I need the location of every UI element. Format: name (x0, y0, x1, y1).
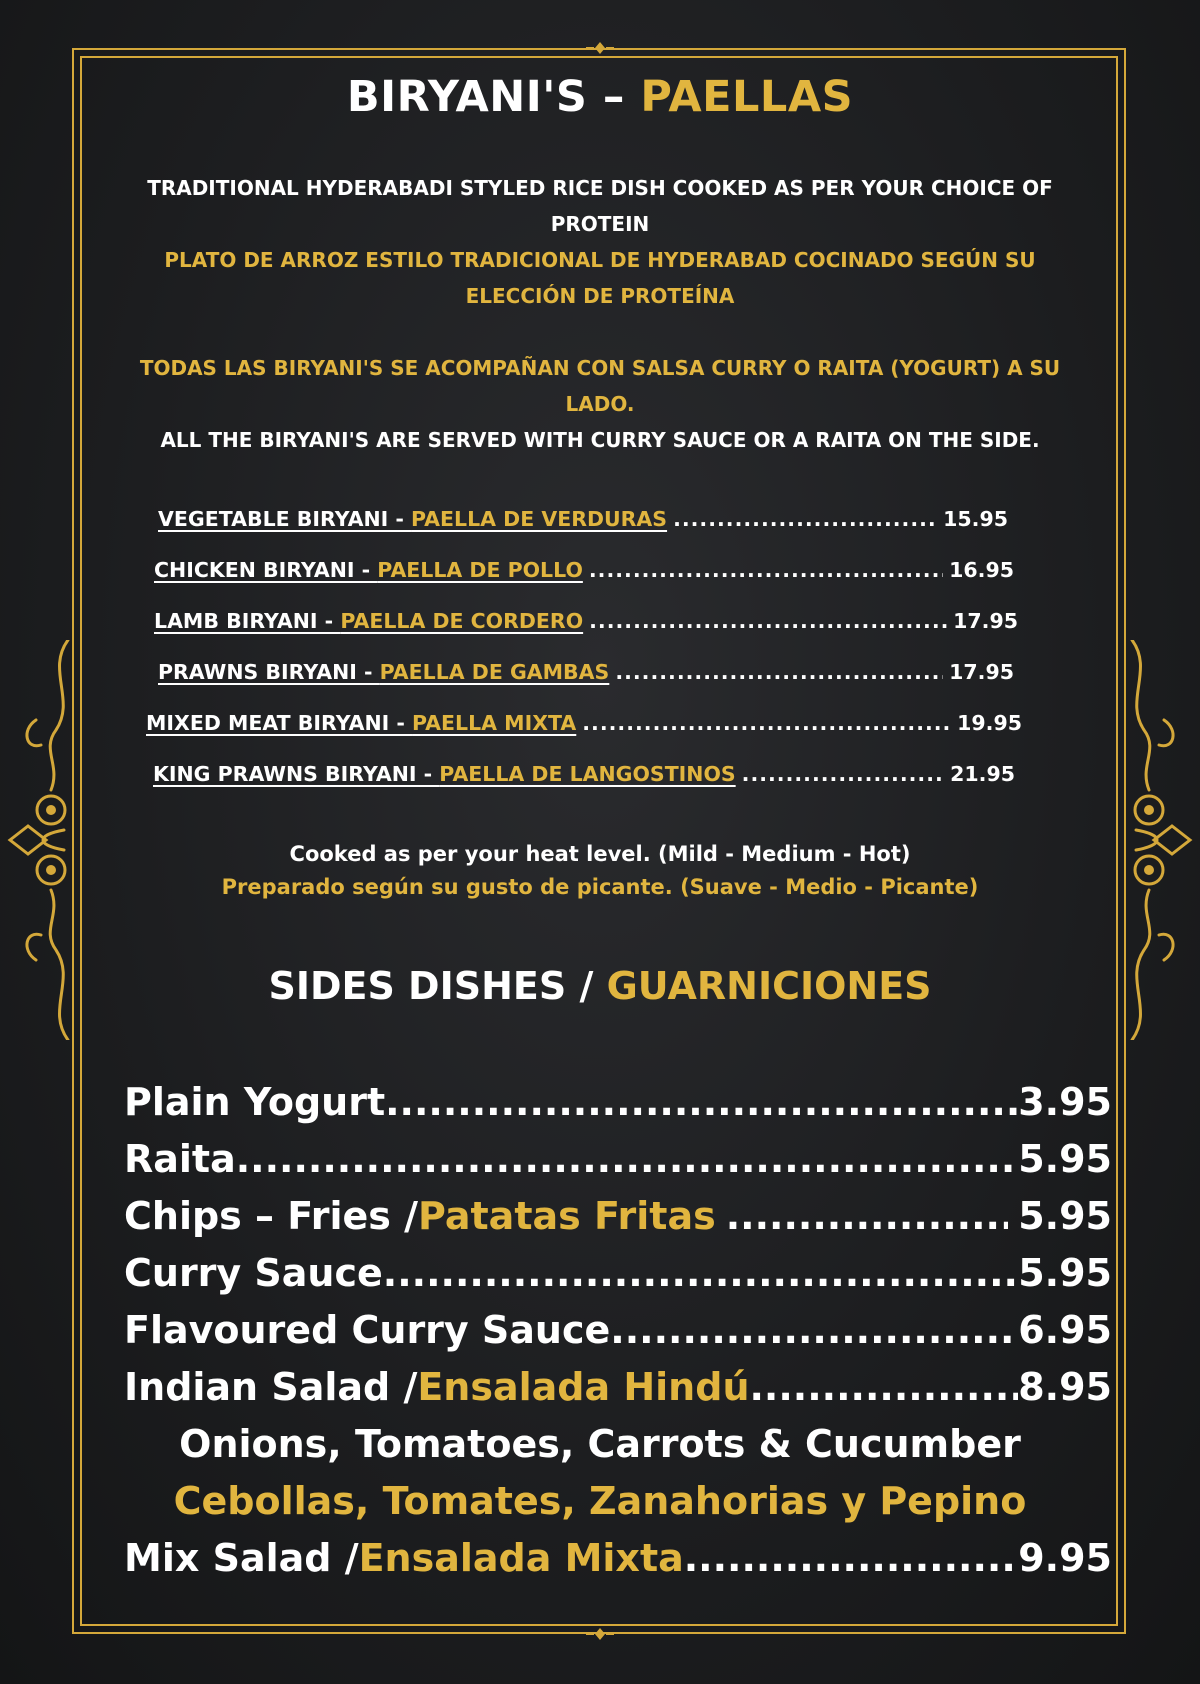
list-item (124, 1080, 1112, 1124)
list-item (158, 507, 1008, 531)
top-ornament-icon (584, 40, 616, 56)
dish-price: 19.95 (957, 711, 1022, 735)
dish-name: KING PRAWNS BIRYANI - PAELLA DE LANGOSTINOS (153, 762, 736, 786)
dot-leader (383, 1251, 1018, 1295)
page-title (90, 72, 1110, 122)
intro-spanish-line1: PLATO DE ARROZ ESTILO TRADICIONAL DE HYDERABAD COCINADO SEGÚN SU (164, 248, 1036, 272)
title-english: BIRYANI'S – (346, 72, 625, 122)
dish-price: 15.95 (943, 507, 1008, 531)
title-spanish: PAELLAS (640, 72, 854, 122)
side-price: 6.95 (1018, 1308, 1112, 1352)
dot-leader (673, 507, 937, 531)
sides-title-english: SIDES DISHES / (268, 964, 594, 1008)
intro-spanish-line2: ELECCIÓN DE PROTEÍNA (465, 284, 735, 308)
dot-leader (750, 1365, 1019, 1409)
right-scroll-ornament-icon (1114, 640, 1194, 1040)
list-item (153, 762, 1015, 786)
list-item (124, 1251, 1112, 1295)
dot-leader (236, 1137, 1018, 1181)
list-item (124, 1308, 1112, 1352)
sides-title-spanish: GUARNICIONES (606, 964, 932, 1008)
served-spanish-line1: TODAS LAS BIRYANI'S SE ACOMPAÑAN CON SALSA CURRY O RAITA (YOGURT) A SU (139, 356, 1061, 380)
side-name-spanish: Ensalada Mixta (358, 1536, 684, 1580)
side-price: 3.95 (1018, 1080, 1112, 1124)
dish-name: VEGETABLE BIRYANI - PAELLA DE VERDURAS (158, 507, 668, 531)
intro-english-line2: PROTEIN (550, 212, 650, 236)
dish-price: 17.95 (953, 609, 1018, 633)
dot-leader (385, 1080, 1018, 1124)
dish-price: 21.95 (950, 762, 1015, 786)
side-name: Flavoured Curry Sauce (124, 1308, 611, 1352)
served-english: ALL THE BIRYANI'S ARE SERVED WITH CURRY SAUCE OR A RAITA ON THE SIDE. (160, 428, 1040, 452)
side-price: 8.95 (1018, 1365, 1112, 1409)
dot-leader (742, 762, 945, 786)
side-name: Curry Sauce (124, 1251, 383, 1295)
dot-leader (589, 609, 947, 633)
dot-leader (684, 1536, 1018, 1580)
intro-english-line1: TRADITIONAL HYDERABADI STYLED RICE DISH COOKED AS PER YOUR CHOICE OF (147, 176, 1053, 200)
side-price: 9.95 (1018, 1536, 1112, 1580)
dot-leader (582, 711, 951, 735)
dish-name: CHICKEN BIRYANI - PAELLA DE POLLO (154, 558, 583, 582)
intro-spanish (120, 242, 1080, 314)
list-item (154, 558, 1014, 582)
side-price: 5.95 (1018, 1137, 1112, 1181)
list-item (124, 1536, 1112, 1580)
dot-leader (726, 1194, 1009, 1238)
dot-leader (615, 660, 943, 684)
list-item (124, 1194, 1112, 1238)
dish-price: 17.95 (949, 660, 1014, 684)
side-name: Raita (124, 1137, 236, 1181)
side-name-spanish: Ensalada Hindú (417, 1365, 750, 1409)
dish-name: MIXED MEAT BIRYANI - PAELLA MIXTA (146, 711, 577, 735)
intro-english (120, 170, 1080, 242)
bottom-ornament-icon (584, 1626, 616, 1642)
list-item (124, 1137, 1112, 1181)
dish-name: PRAWNS BIRYANI - PAELLA DE GAMBAS (158, 660, 610, 684)
side-name: Mix Salad / (124, 1536, 359, 1580)
side-name: Chips – Fries / (124, 1194, 419, 1238)
side-price: 5.95 (1018, 1251, 1112, 1295)
served-spanish (120, 350, 1080, 422)
left-scroll-ornament-icon (6, 640, 86, 1040)
heat-note-spanish: Preparado según su gusto de picante. (Suave - Medio - Picante) (221, 875, 979, 899)
dish-name: LAMB BIRYANI - PAELLA DE CORDERO (154, 609, 584, 633)
list-item (146, 711, 1022, 735)
heat-note-english: Cooked as per your heat level. (Mild - Medium - Hot) (289, 842, 911, 866)
side-name: Indian Salad / (124, 1365, 418, 1409)
sides-title (90, 964, 1110, 1008)
dot-leader (589, 558, 943, 582)
side-price: 5.95 (1018, 1194, 1112, 1238)
served-spanish-line2: LADO. (565, 392, 635, 416)
side-name: Plain Yogurt (124, 1080, 386, 1124)
list-item (158, 660, 1014, 684)
dish-price: 16.95 (949, 558, 1014, 582)
side-name-spanish: Patatas Fritas (418, 1194, 716, 1238)
list-item (124, 1365, 1112, 1409)
salad-description-english: Onions, Tomatoes, Carrots & Cucumber (179, 1422, 1021, 1466)
salad-description-spanish: Cebollas, Tomates, Zanahorias y Pepino (173, 1479, 1027, 1523)
list-item (154, 609, 1018, 633)
dot-leader (610, 1308, 1018, 1352)
